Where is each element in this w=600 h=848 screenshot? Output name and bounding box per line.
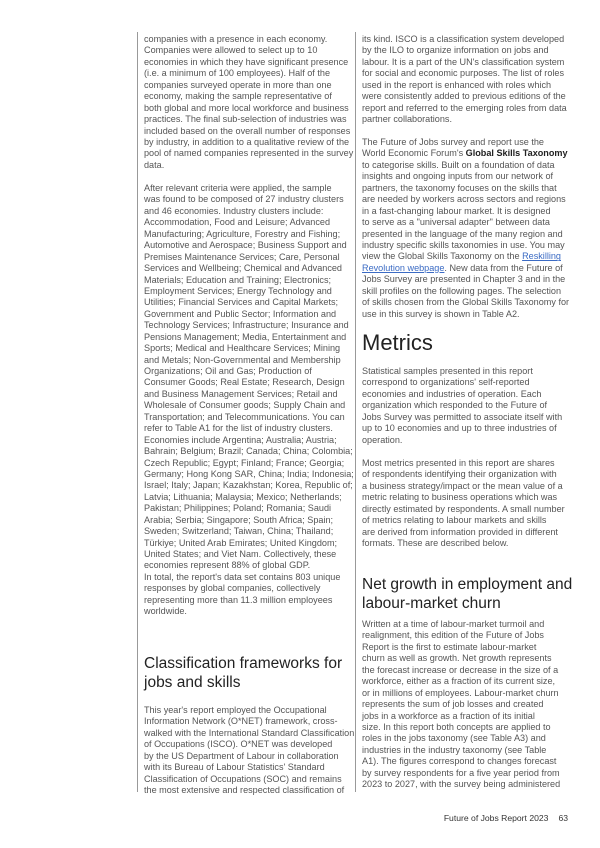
text-line: size. In this report both concepts are applied to (362, 721, 551, 732)
text-line: This year's report employed the Occupational (144, 705, 327, 715)
text-line: Economies include Argentina; Australia; Austria; (144, 434, 337, 445)
text-line: directly estimated by respondents. A small number (362, 503, 565, 514)
text-line: Türkiye; United Arab Emirates; United Kingdom; (144, 537, 338, 548)
left-paragraph-3 (144, 572, 340, 618)
heading-classification-frameworks (144, 654, 342, 692)
text-line: economies and industries of operation. Each (362, 388, 542, 399)
text-line: operation. (362, 434, 403, 445)
text-line: formats. These are described below. (362, 538, 509, 549)
middle-lines (362, 160, 569, 252)
page-footer (434, 813, 568, 823)
text-line: its kind. ISCO is a classification system developed (362, 34, 565, 44)
text-line: companies surveyed operate in more than one (144, 79, 332, 90)
text-line: In total, the report's data set contains 803 unique (144, 572, 341, 582)
text-line: After relevant criteria were applied, the sample (144, 183, 332, 193)
text-line: partner collaborations. (362, 114, 452, 125)
text-line: to categorise skills. Built on a foundation of data (362, 159, 555, 170)
text-line: report and referred to the emerging roles from data (362, 102, 567, 113)
left-paragraph-4 (144, 705, 354, 797)
text-line: by industry, in addition to a qualitative review of the (144, 136, 350, 147)
text-line: 2023 to 2027, with the survey being administered (362, 779, 561, 790)
text-line: realignment, this edition of the Future of Jobs (362, 630, 544, 641)
text-line: up to 10 economies and up to three industries of (362, 423, 557, 434)
text-line: Most metrics presented in this report are shares (362, 458, 555, 468)
text-line: metric relating to business operations which was (362, 492, 558, 503)
text-line: The Future of Jobs survey and report use the (362, 137, 544, 147)
text-line: Israel; Italy; Japan; Kazakhstan; Korea, Republic of; (144, 480, 353, 491)
text-line: partners, the taxonomy focuses on the skills that (362, 182, 557, 193)
text-line: use in this survey is shown in Table A2. (362, 308, 520, 319)
text-line: skill profiles on the following pages. The selection (362, 285, 561, 296)
text-line: Government and Public Sector; Information and (144, 308, 337, 319)
text-line (362, 263, 569, 274)
text-line: A1). The figures correspond to changes forecast (362, 756, 557, 767)
reskilling-revolution-link-continued[interactable]: Revolution webpage (362, 262, 445, 273)
text-line: Sports; Medical and Healthcare Services; Mining (144, 343, 341, 354)
left-column-rule (137, 32, 138, 792)
text-line: refer to Table A1 for the list of industry clusters. (144, 423, 333, 434)
left-paragraph-2 (144, 183, 354, 572)
text-line: was found to be composed of 27 industry clusters (144, 194, 344, 205)
text-line: economies represent 88% of global GDP. (144, 560, 311, 571)
text-line: labour-market churn (362, 595, 501, 612)
text-line: the most extensive and respected classification of (144, 785, 345, 796)
text-line: Technology Services; Infrastructure; Insurance and (144, 320, 349, 331)
text-line: and Metals; Non-Governmental and Membership (144, 354, 341, 365)
right-paragraph-4 (362, 458, 565, 550)
text-line: Information Network (O*NET) framework, cross- (144, 716, 338, 727)
text-line: economies in which they have significant presence (144, 56, 349, 67)
right-paragraph-5 (362, 619, 560, 791)
text-line (362, 148, 569, 159)
heading-net-growth (362, 575, 572, 613)
text-line: Germany; Hong Kong SAR, China; India; Indonesia; (144, 468, 354, 479)
text-line: of respondents identifying their organization with (362, 469, 557, 480)
text-line: presented in the language of the many region and (362, 228, 563, 239)
text-line: Automotive and Aerospace; Business Support and (144, 240, 347, 251)
right-paragraph-1 (362, 34, 567, 126)
text-line: Services and Wellbeing; Chemical and Advanced (144, 263, 342, 274)
text-line: or in millions of employees. Labour-market churn (362, 687, 559, 698)
text-line: Accommodation, Food and Leisure; Advanced (144, 217, 331, 228)
text-line: by the ILO to organize information on jobs and (362, 45, 549, 56)
text-line: are needed by workers across sectors and regions (362, 194, 566, 205)
text-line: organization which responded to the Future of (362, 400, 548, 411)
end-lines (362, 274, 569, 320)
text-line: Czech Republic; Egypt; Finland; France; Georgia; (144, 457, 345, 468)
text-line: Classification of Occupations (SOC) and remains (144, 773, 342, 784)
text-line: industry specific skills taxonomies in use. You may (362, 239, 565, 250)
text-line: Organizations; Oil and Gas; Production of (144, 366, 312, 376)
text-line: Companies were allowed to select up to 10 (144, 45, 318, 56)
text-line: to serve as a "universal adapter" between data (362, 217, 550, 228)
text-line: Written at a time of labour-market turmoil and (362, 619, 545, 629)
text-span: World Economic Forum's (362, 148, 466, 159)
text-line: companies with a presence in each economy. (144, 34, 328, 44)
text-line: Pensions Management; Media, Entertainment and (144, 331, 347, 342)
text-line: Wholesale of Consumer goods; Supply Chain and (144, 400, 346, 411)
text-line: by the US Department of Labour in collaboration (144, 750, 339, 761)
text-line: jobs and skills (144, 674, 241, 691)
text-line: Latvia; Lithuania; Malaysia; Mexico; Netherlands; (144, 491, 342, 502)
text-line: represents the sum of job losses and created (362, 699, 544, 710)
text-line: Premises Maintenance Services; Care, Personal (144, 251, 340, 262)
text-line: pool of named companies represented in the survey (144, 148, 354, 159)
text-line: Transportation; and Telecommunications. You can (144, 411, 345, 422)
text-line: of skills chosen from the Global Skills Taxonomy for (362, 297, 570, 308)
text-line: worldwide. (144, 606, 187, 617)
text-line: walked with the International Standard Classification (144, 727, 355, 738)
text-line: Bahrain; Belgium; Brazil; Canada; China; Colombia; (144, 446, 353, 457)
text-line: of metrics relating to labour markets and skills (362, 515, 547, 526)
text-line: (i.e. a minimum of 100 employees). Half of the (144, 68, 330, 79)
text-line: jobs in a workforce as a fraction of its initial (362, 710, 535, 721)
text-line: Arabia; Serbia; Singapore; South Africa; Spain; (144, 514, 334, 525)
left-paragraph-1 (144, 34, 353, 171)
text-line: roles in the jobs taxonomy (see Table A3) and (362, 733, 546, 744)
text-line: economy, making the sample representative of (144, 91, 332, 102)
text-line: data. (144, 159, 165, 170)
text-line: in a fast-changing labour market. It is designed (362, 205, 551, 216)
text-line: labour. It is a part of the UN's classification system (362, 56, 565, 67)
heading-metrics: Metrics (362, 330, 433, 355)
text-line: Statistical samples presented in this report (362, 366, 533, 376)
text-line: and Business Management Services; Retail and (144, 388, 338, 399)
text-line: were consistently added to previous editions of the (362, 91, 566, 102)
text-line: Sweden; Switzerland; Taiwan, China; Thailand; (144, 526, 334, 537)
text-line: responses by global companies, collectively (144, 583, 321, 594)
text-line: used in the report is enhanced with roles which (362, 79, 552, 90)
text-line: Materials; Education and Training; Electronics; (144, 274, 332, 285)
text-line: United States; and Viet Nam. Collectively, these (144, 549, 337, 559)
global-skills-taxonomy-term: Global Skills Taxonomy (465, 148, 568, 159)
text-line: Report is the first to estimate labour-market (362, 641, 537, 652)
text-line: churn as well as growth. Net growth represents (362, 653, 552, 664)
right-column-rule (355, 32, 356, 792)
text-line: a business strategy/impact or the mean value of a (362, 480, 563, 491)
text-line: of Occupations (ISCO). O*NET was developed (144, 739, 333, 750)
text-line: Classification frameworks for (144, 655, 343, 672)
text-line: Jobs Survey are presented in Chapter 3 and in the (362, 274, 566, 285)
text-line: the forecast increase or decrease in the size of a (362, 664, 559, 675)
text-line: insights and ongoing inputs from our network of (362, 171, 554, 182)
text-line: Employment Services; Energy Technology and (144, 285, 332, 296)
reskilling-revolution-link[interactable]: Reskilling (522, 251, 561, 262)
text-line: both global and more local workforce and business (144, 102, 349, 113)
text-line: Manufacturing; Agriculture, Forestry and Fishing; (144, 228, 341, 239)
text-line (362, 251, 569, 262)
text-line: and 46 economies. Industry clusters include: (144, 205, 324, 216)
text-line: Consumer Goods; Real Estate; Research, Design (144, 377, 345, 388)
page-number: 63 (558, 813, 568, 823)
text-line: Utilities; Financial Services and Capital Markets; (144, 297, 339, 308)
text-line: for social and economic purposes. The list of roles (362, 68, 565, 79)
text-line: representing more than 11.3 million employees (144, 594, 333, 605)
text-line: Jobs Survey was permitted to associate itself with (362, 411, 563, 422)
right-paragraph-2 (362, 137, 569, 320)
text-span: . New data from the Future of (444, 262, 563, 273)
text-line: practices. The final sub-selection of industries was (144, 114, 347, 125)
text-line: industries in the industry taxonomy (see Table (362, 744, 547, 755)
text-span: view the Global Skills Taxonomy on the (362, 251, 523, 262)
text-line: workforce, either as a fraction of its current size, (362, 676, 556, 687)
text-line: with its Bureau of Labour Statistics' Standard (144, 762, 325, 773)
text-line: included based on the overall number of responses (144, 125, 351, 136)
text-line: Pakistan; Philippines; Poland; Romania; Saudi (144, 503, 332, 514)
text-line: by survey respondents for a five year period from (362, 767, 560, 778)
right-paragraph-3 (362, 366, 562, 446)
footer-report-title: Future of Jobs Report 2023 (443, 813, 549, 823)
text-line: are derived from information provided in different (362, 526, 558, 537)
text-line: correspond to organizations' self-reported (362, 377, 530, 388)
text-line: Net growth in employment and (362, 576, 573, 593)
